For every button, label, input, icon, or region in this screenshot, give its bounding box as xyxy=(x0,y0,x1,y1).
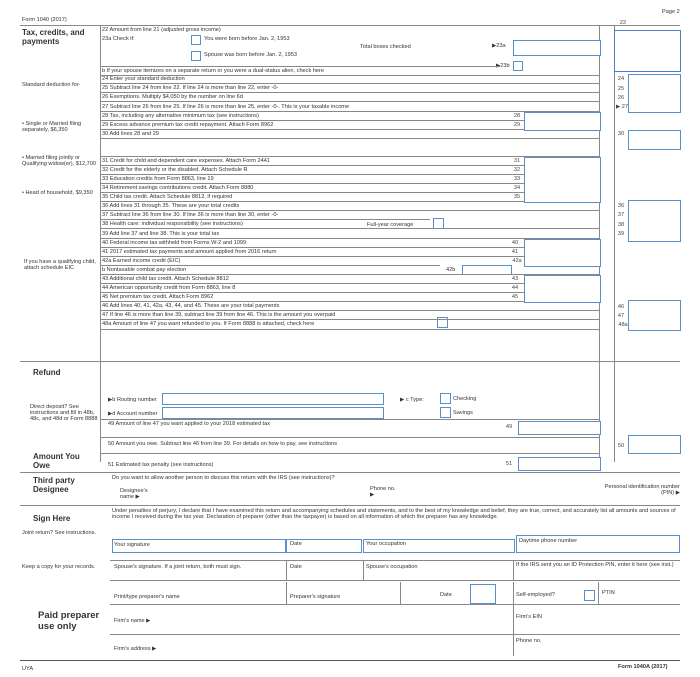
line-22-label: 22 Amount from line 21 (adjusted gross income) xyxy=(102,27,221,33)
lines-31-35-input[interactable] xyxy=(524,157,601,203)
ip-pin-label: If the IRS sent you an ID Protection PIN, enter it here (see inst.) xyxy=(516,562,674,568)
designee-phone-label: Phone no. ▶ xyxy=(370,486,396,498)
line-num-25: 25 xyxy=(617,86,625,92)
line-num-26: 26 xyxy=(617,95,625,101)
line-34-label: 34 Retirement savings contributions credit. Attach Form 8880 xyxy=(102,185,254,191)
lines-43-45-input[interactable] xyxy=(524,275,601,303)
line-39-label: 39 Add line 37 and line 38. This is your total tax xyxy=(102,231,220,237)
line-num-42a: 42a xyxy=(512,258,522,264)
line-num-46: 46 xyxy=(617,304,625,310)
savings-label: Savings xyxy=(453,410,473,416)
line-num-28: 28 xyxy=(513,113,521,119)
lines-40-42a-input[interactable] xyxy=(524,239,601,267)
line-23a-label: 23a Check if: xyxy=(102,36,135,42)
section-amount-owe: Amount You Owe xyxy=(33,452,80,470)
lines-28-29-input[interactable] xyxy=(524,112,601,131)
line-50-label: 50 Amount you owe. Subtract line 46 from line 39. For details on how to pay, see instructions xyxy=(108,441,338,447)
line-23b-checkbox[interactable] xyxy=(513,61,523,71)
line-29-label: 29 Excess advance premium tax credit repayment. Attach Form 8962 xyxy=(102,122,274,128)
line-num-49: 49 xyxy=(505,424,513,430)
line-45-label: 45 Net premium tax credit. Attach Form 8962 xyxy=(102,294,214,300)
section-third-party: Third party Designee xyxy=(33,476,75,494)
line-46-label: 46 Add lines 40, 41, 42a, 43, 44, and 45. These are your total payments xyxy=(102,303,280,309)
note-std-deduction: Standard deduction for- xyxy=(22,82,81,88)
line-42b-label: b Nontaxable combat pay election xyxy=(102,267,187,273)
line-num-34: 34 xyxy=(513,185,521,191)
note-eic: If you have a qualifying child, attach schedule EIC xyxy=(24,259,96,271)
savings-checkbox[interactable] xyxy=(440,407,451,418)
full-year-coverage-label: Full-year coverage xyxy=(367,222,414,228)
line-num-37: 37 xyxy=(617,212,625,218)
line-26-label: 26 Exemptions. Multiply $4,050 by the number on line 6d xyxy=(102,94,243,100)
your-signature-label: Your signature xyxy=(114,542,150,548)
section-refund: Refund xyxy=(33,368,61,377)
line-51-label: 51 Estimated tax penalty (see instructions) xyxy=(108,462,214,468)
line-num-27: ▶ 27 xyxy=(615,104,629,110)
firm-address-label: Firm's address ▶ xyxy=(114,646,157,652)
line-25-label: 25 Subtract line 24 from line 22. If line 24 is more than line 22, enter -0- xyxy=(102,85,279,91)
section-sign-here: Sign Here xyxy=(33,514,71,523)
line-41-label: 41 2017 estimated tax payments and amount applied from 2016 return xyxy=(102,249,277,255)
lines-24-27-input[interactable] xyxy=(628,74,681,113)
page-number: Page 2 xyxy=(662,9,680,15)
designee-pin-label: Personal identification number (PIN) ▶ xyxy=(604,484,680,496)
designee-name-label: Designee's name ▶ xyxy=(120,488,148,500)
line-num-33: 33 xyxy=(513,176,521,182)
line-num-44: 44 xyxy=(511,285,519,291)
line-num-32: 32 xyxy=(513,167,521,173)
line-num-48a: 48a xyxy=(618,322,628,328)
born-1953-you-label: You were born before Jan. 2, 1953 xyxy=(204,36,290,42)
line-num-45: 45 xyxy=(511,294,519,300)
preparer-phone-label: Phone no. xyxy=(516,638,542,644)
line-23b-label: b If your spouse itemizes on a separate return or you were a dual-status alien, check here xyxy=(102,68,325,74)
line-50-input[interactable] xyxy=(628,435,681,454)
designee-question: Do you want to allow another person to discuss this return with the IRS (see instructions)? xyxy=(112,475,335,481)
line-27-label: 27 Subtract line 26 from line 25. If line 26 is more than line 25, enter -0-. This is your taxable income xyxy=(102,104,350,110)
line-num-38: 38 xyxy=(617,222,625,228)
lines-36-39-input[interactable] xyxy=(628,200,681,242)
born-1953-you-checkbox[interactable] xyxy=(191,35,201,45)
line-35-label: 35 Child tax credit. Attach Schedule 8812, if required xyxy=(102,194,233,200)
line-num-29: 29 xyxy=(513,122,521,128)
line-47-label: 47 If line 46 is more than line 39, subtract line 39 from line 46. This is the amount you overpaid xyxy=(102,312,336,318)
line-num-24: 24 xyxy=(617,76,625,82)
note-hoh: • Head of household, $9,350 xyxy=(22,190,93,196)
note-direct-deposit: Direct deposit? See instructions and fill in 48b, 48c, and 48d or Form 8888 xyxy=(30,404,98,422)
line-num-30: 30 xyxy=(617,131,625,137)
checking-label: Checking xyxy=(453,396,477,402)
line-num-22: 22 xyxy=(619,20,627,26)
footer-left: UYA xyxy=(22,666,34,672)
note-single: • Single or Married filing separately, $6,350 xyxy=(22,121,82,133)
line-30-input[interactable] xyxy=(628,130,681,150)
line-22-input[interactable] xyxy=(614,30,681,72)
note-joint-return: Joint return? See instructions. xyxy=(22,530,96,536)
firm-ein-label: Firm's EIN xyxy=(516,614,542,620)
form-title: Form 1040 (2017) xyxy=(22,17,67,23)
preparer-date-field[interactable] xyxy=(470,584,496,604)
routing-number-label: ▶b Routing number xyxy=(108,397,157,403)
line-num-35: 35 xyxy=(513,194,521,200)
total-boxes-label: Total boxes checked xyxy=(360,44,411,50)
self-employed-checkbox[interactable] xyxy=(584,590,595,601)
line-40-label: 40 Federal income tax withheld from Forms W-2 and 1099 xyxy=(102,240,247,246)
line-24-label: 24 Enter your standard deduction xyxy=(102,76,185,82)
line-31-label: 31 Credit for child and dependent care expenses. Attach Form 2441 xyxy=(102,158,270,164)
line-49-input[interactable] xyxy=(518,421,601,435)
account-type-label: ▶ c Type: xyxy=(400,397,424,403)
line-num-40: 40 xyxy=(511,240,519,246)
line-num-51: 51 xyxy=(505,461,513,467)
spouse-occupation-label: Spouse's occupation xyxy=(366,564,418,570)
line-33-label: 33 Education credits from Form 8863, line 19 xyxy=(102,176,214,182)
self-employed-label: Self-employed? xyxy=(516,592,555,598)
line-num-39: 39 xyxy=(617,231,625,237)
lines-46-48a-input[interactable] xyxy=(628,300,681,331)
line-num-43: 43 xyxy=(511,276,519,282)
spouse-signature-label: Spouse's signature. If a joint return, both must sign. xyxy=(114,564,242,570)
spouse-date-label: Date xyxy=(290,564,302,570)
routing-number-input[interactable] xyxy=(162,393,384,405)
preparer-date-label: Date xyxy=(440,592,452,598)
section-paid-preparer: Paid preparer use only xyxy=(38,610,100,632)
line-51-input[interactable] xyxy=(518,457,601,471)
line-num-36: 36 xyxy=(617,203,625,209)
checking-checkbox[interactable] xyxy=(440,393,451,404)
line-32-label: 32 Credit for the elderly or the disabled. Attach Schedule R xyxy=(102,167,248,173)
line-23a-ref: ▶23a xyxy=(492,43,506,49)
section-tax-credits: Tax, credits, and payments xyxy=(22,28,85,46)
line-num-31: 31 xyxy=(513,158,521,164)
firm-name-label: Firm's name ▶ xyxy=(114,618,151,624)
born-1953-spouse-checkbox[interactable] xyxy=(191,51,201,61)
line-37-label: 37 Subtract line 36 from line 30. If line 36 is more than line 30, enter -0- xyxy=(102,212,279,218)
note-married: • Married filing jointly or Qualifying widow(er), $12,700 xyxy=(22,155,96,167)
line-44-label: 44 American opportunity credit from Form 8863, line 8 xyxy=(102,285,236,291)
line-23a-total-input[interactable] xyxy=(513,40,601,56)
line-38-label: 38 Health care: individual responsibility (see instructions) xyxy=(102,221,243,227)
line-num-41: 41 xyxy=(511,249,519,255)
account-number-input[interactable] xyxy=(162,407,384,419)
account-number-label: ▶d Account number xyxy=(108,411,158,417)
your-date-label: Date xyxy=(290,541,302,547)
line-28-label: 28 Tax, including any alternative minimum tax (see instructions) xyxy=(102,113,259,119)
perjury-declaration: Under penalties of perjury, I declare that I have examined this return and accompanying schedules and statements, and to the best of my knowledge and belief, they are true, correct, and accurately list all amounts and sources of income I received during the tax year. Declaration of preparer (other than the taxpayer) is based on all information of which the preparer has any knowledge. xyxy=(112,508,676,520)
line-36-label: 36 Add lines 31 through 35. These are your total credits xyxy=(102,203,240,209)
footer-form-id: Form 1040A (2017) xyxy=(618,664,668,670)
line-30-label: 30 Add lines 28 and 29 xyxy=(102,131,159,137)
line-43-label: 43 Additional child tax credit. Attach Schedule 8812 xyxy=(102,276,229,282)
line-23b-ref: ▶23b xyxy=(496,63,510,69)
your-occupation-label: Your occupation xyxy=(366,541,406,547)
note-keep-copy: Keep a copy for your records. xyxy=(22,564,96,570)
ptin-label: PTIN xyxy=(602,590,615,596)
line-num-47: 47 xyxy=(617,313,625,319)
line-42b-ref: 42b xyxy=(446,267,456,273)
line-num-50: 50 xyxy=(617,443,625,449)
preparer-signature-label: Preparer's signature xyxy=(290,594,341,600)
line-49-label: 49 Amount of line 47 you want applied to your 2018 estimated tax xyxy=(108,421,271,427)
born-1953-spouse-label: Spouse was born before Jan. 2, 1953 xyxy=(204,52,297,58)
daytime-phone-label: Daytime phone number xyxy=(519,538,578,544)
preparer-name-label: Print/type preparer's name xyxy=(114,594,180,600)
line-48a-label: 48a Amount of line 47 you want refunded to you. If Form 8888 is attached, check here xyxy=(102,321,315,327)
line-42a-label: 42a Earned income credit (EIC) xyxy=(102,258,181,264)
